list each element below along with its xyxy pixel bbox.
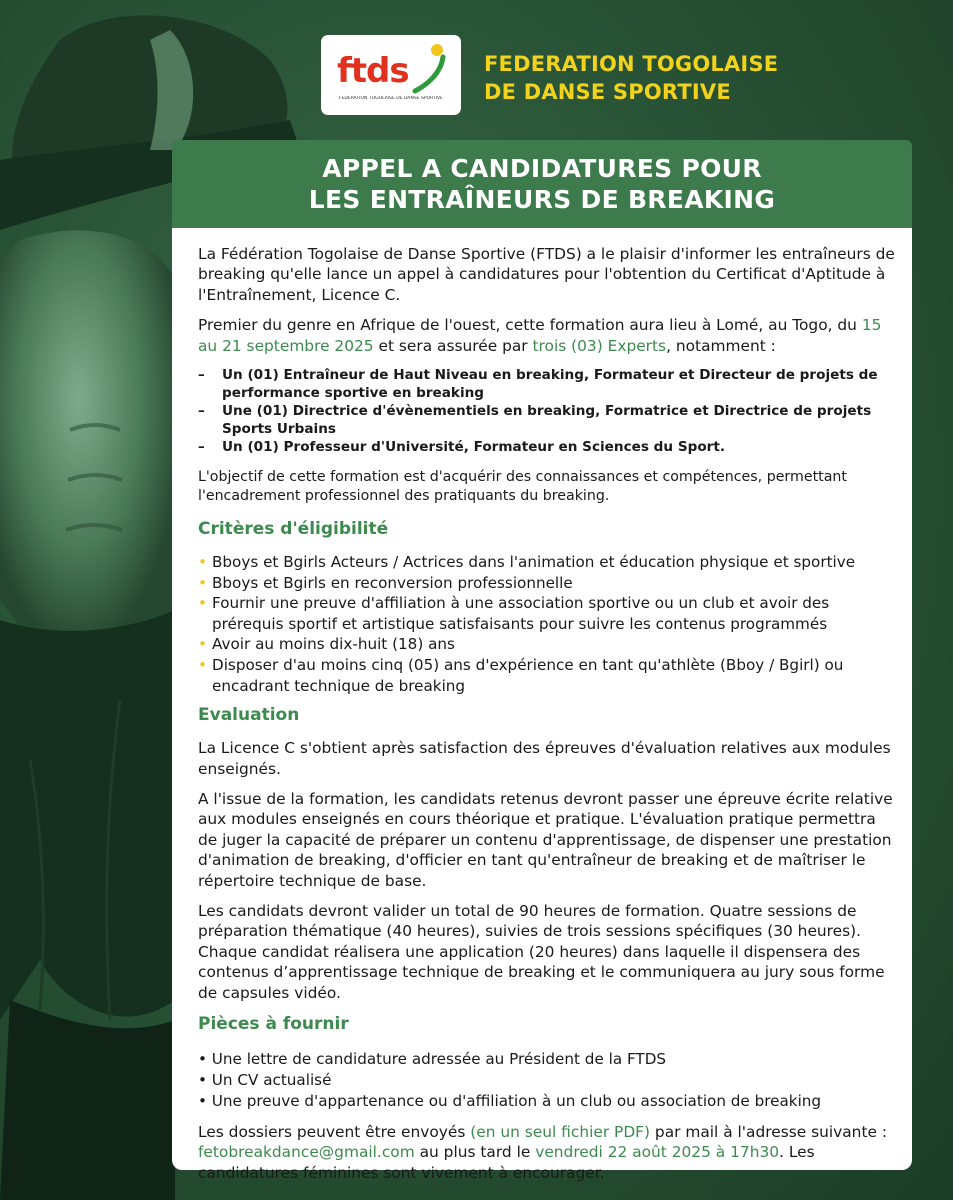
list-item: • Une preuve d'appartenance ou d'affiliation à un club ou association de breaking — [198, 1091, 898, 1112]
closing-paragraph — [198, 1122, 898, 1183]
logo-subtext: FÉDÉRATION TOGOLAISE DE DANSE SPORTIVE — [339, 96, 443, 101]
federation-title — [484, 50, 778, 106]
announcement-content — [198, 244, 898, 1193]
experts-list — [198, 366, 898, 456]
intro-text-a: Premier du genre en Afrique de l'ouest, cette formation aura lieu à Lomé, au Togo, du — [198, 316, 862, 335]
pieces-heading: Pièces à fournir — [198, 1014, 349, 1035]
objective-paragraph: L'objectif de cette formation est d'acquérir des connaissances et compétences, permettant l'encadrement professionnel des pratiquants du breaking. — [198, 469, 847, 505]
list-item: – Un (01) Professeur d'Université, Formateur en Sciences du Sport. — [198, 438, 898, 456]
page-title: APPEL A CANDIDATURES POUR LES ENTRAÎNEURS DE BREAKING — [308, 154, 776, 214]
evaluation-paragraph-3: Les candidats devront valider un total de 90 heures de formation. Quatre sessions de préparation thématique (40 heures), suivies de trois sessions spécifiques (30 heures). Chaque candidat réalisera une application (20 heures) dans laquelle il dispensera des contenus d’apprentissage technique de breaking et le communiquera au jury sous forme de capsules vidéo. — [198, 902, 885, 1002]
pieces-list — [198, 1049, 898, 1112]
list-item: • Disposer d'au moins cinq (05) ans d'expérience en tant qu'athlète (Bboy / Bgirl) ou encadrant technique de breaking — [198, 655, 898, 696]
contact-email-link[interactable]: fetobreakdance@gmail.com — [198, 1143, 415, 1162]
eligibility-heading: Critères d'éligibilité — [198, 519, 389, 540]
eligibility-list — [198, 552, 898, 696]
evaluation-paragraph-1: La Licence C s'obtient après satisfaction des épreuves d'évaluation relatives aux modules enseignés. — [198, 739, 891, 778]
closing-text-c: au plus tard le — [414, 1143, 536, 1162]
closing-text-a: Les dossiers peuvent être envoyés — [198, 1123, 471, 1142]
experts-count: trois (03) Experts — [532, 336, 667, 355]
closing-text-b: par mail à l'adresse suivante : — [650, 1123, 888, 1142]
list-item: • Bboys et Bgirls Acteurs / Actrices dans l'animation et éducation physique et sportive — [198, 552, 898, 573]
pdf-note: (en un seul fichier PDF) — [470, 1123, 651, 1142]
dancer-logo-icon — [409, 41, 453, 101]
announcement-card — [172, 228, 912, 1182]
logo-wordmark: ftds — [337, 51, 409, 91]
deadline-date: vendredi 22 août 2025 à 17h30 — [535, 1143, 780, 1162]
title-banner — [172, 140, 912, 228]
list-item: • Bboys et Bgirls en reconversion professionnelle — [198, 573, 898, 594]
intro-text-c: , notamment : — [666, 336, 776, 355]
evaluation-paragraph-2: A l'issue de la formation, les candidats retenus devront passer une épreuve écrite relative aux modules enseignés en cours théorique et pratique. L'évaluation pratique permettra de juger la capacité de préparer un contenu d'apprentissage, de dispenser une prestation d'animation de breaking, d'officier en tant qu'entraîneur de breaking et de maîtriser le répertoire technique de base. — [198, 790, 893, 890]
list-item: • Une lettre de candidature adressée au Président de la FTDS — [198, 1049, 898, 1070]
list-item: • Un CV actualisé — [198, 1070, 898, 1091]
intro-paragraph-2 — [198, 315, 898, 356]
intro-paragraph-1: La Fédération Togolaise de Danse Sportive (FTDS) a le plaisir d'informer les entraîneurs de breaking qu'elle lance un appel à candidatures pour l'obtention du Certificat d'Aptitude à l'Entraînement, Licence C. — [198, 245, 895, 304]
federation-title-line2: DE DANSE SPORTIVE — [484, 80, 731, 104]
list-item: – Un (01) Entraîneur de Haut Niveau en breaking, Formateur et Directeur de projets de performance sportive en breaking — [198, 366, 898, 402]
list-item: • Fournir une preuve d'affiliation à une association sportive ou un club et avoir des prérequis sportif et artistique satisfaisants pour suivre les contenus programmés — [198, 593, 898, 634]
list-item: • Avoir au moins dix-huit (18) ans — [198, 634, 898, 655]
training-dates: 15 au 21 septembre 2025 — [198, 316, 882, 355]
list-item: – Une (01) Directrice d'évènementiels en breaking, Formatrice et Directrice de projets Sports Urbains — [198, 402, 898, 438]
intro-text-b: et sera assurée par — [373, 336, 533, 355]
closing-text-d: . Les candidatures féminines sont vivement à encourager. — [198, 1143, 815, 1182]
federation-title-line1: FEDERATION TOGOLAISE — [484, 52, 779, 76]
evaluation-heading: Evaluation — [198, 705, 300, 726]
ftds-logo — [321, 35, 461, 115]
